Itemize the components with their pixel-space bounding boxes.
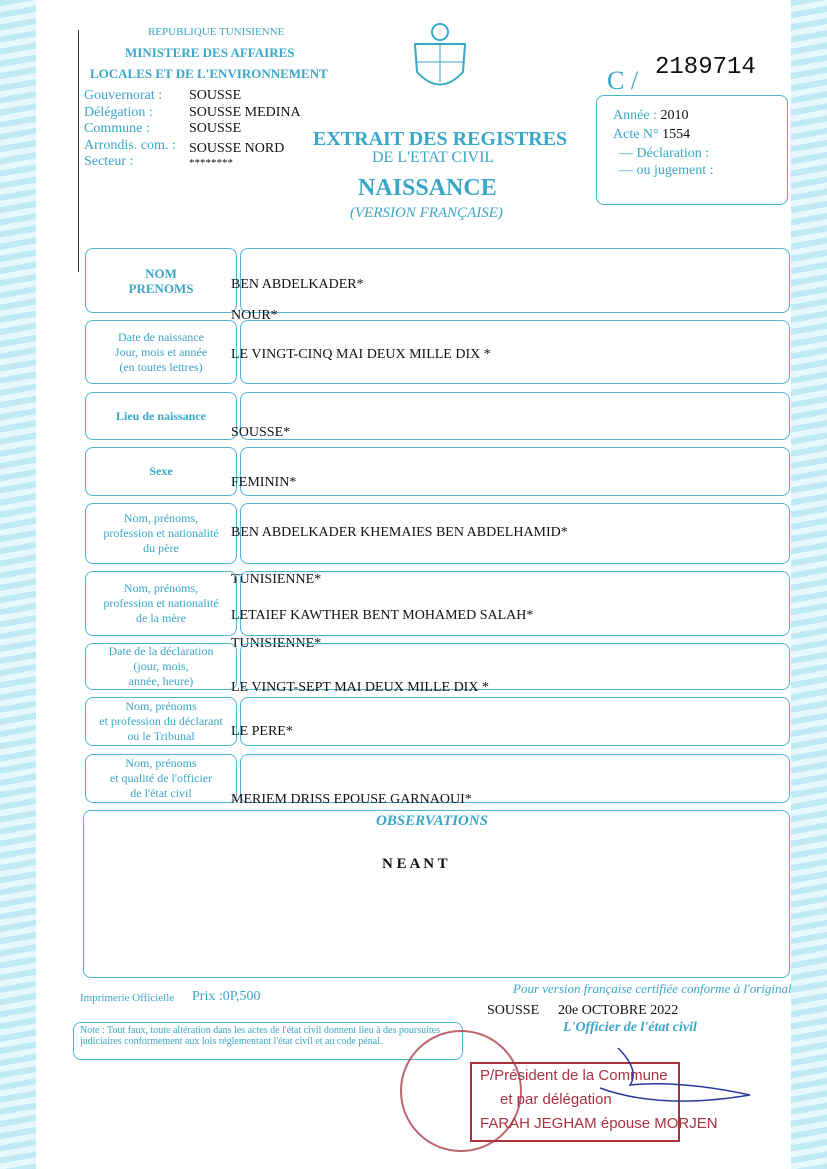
header-field-value: SOUSSE <box>189 121 242 136</box>
header-field-label: Secteur : <box>84 154 134 169</box>
row-value: LETAIEF KAWTHER BENT MOHAMED SALAH* <box>231 608 534 623</box>
security-border-left <box>0 0 36 1169</box>
row-value: TUNISIENNE* <box>231 636 322 651</box>
row-label <box>85 392 237 440</box>
judgement-label: — ou jugement : <box>619 163 714 178</box>
row-value: SOUSSE* <box>231 425 291 440</box>
row-value: BEN ABDELKADER KHEMAIES BEN ABDELHAMID* <box>231 525 568 540</box>
stamp-line: FARAH JEGHAM épouse MORJEN <box>480 1115 718 1132</box>
row-label-text: Nom, prénoms et qualité de l'officier de l'état civil <box>109 756 213 800</box>
year-label: Année : <box>613 108 657 123</box>
row-label <box>85 248 237 313</box>
row-label-text: Date de naissance Jour, mois et année (en toutes lettres) <box>114 329 208 374</box>
row-label-text: Nom, prénoms, profession et nationalité du père <box>103 511 219 555</box>
row-label-text: Sexe <box>149 464 173 478</box>
subtitle: DE L'ETAT CIVIL <box>372 149 495 166</box>
declaration-label: — Déclaration : <box>619 146 710 161</box>
version: (VERSION FRANÇAISE) <box>350 205 503 221</box>
header-field-value: SOUSSE MEDINA <box>189 104 301 120</box>
header-field-label: Commune : <box>84 121 150 136</box>
officer-title: L'Officier de l'état civil <box>563 1020 697 1035</box>
document-type: NAISSANCE <box>358 175 497 201</box>
row-label <box>85 571 237 636</box>
row-value: BEN ABDELKADER* <box>231 277 364 292</box>
header-field-label: Gouvernorat : <box>84 88 163 103</box>
legal-note: Note : Tout faux, toute altération dans les actes de l'état civil donnent lieu à des poursuites judiciaires conformement aux lois réglementant l'état civil et au code pénal. <box>73 1022 463 1060</box>
registry-box <box>596 95 788 205</box>
row-label <box>85 503 237 564</box>
row-value: LE VINGT-CINQ MAI DEUX MILLE DIX * <box>231 347 491 362</box>
row-label-text: Date de la déclaration (jour, mois, année, heure) <box>108 644 214 688</box>
signature <box>560 1040 760 1110</box>
title: EXTRAIT DES REGISTRES <box>313 128 568 150</box>
row-label <box>85 447 237 496</box>
header-field-value: SOUSSE <box>189 88 242 103</box>
row-label-text: Nom, prénoms et profession du déclarant ou le Tribunal <box>99 699 223 743</box>
act-label: Acte N° <box>613 127 659 142</box>
row-value-box <box>240 697 790 746</box>
certified: Pour version française certifiée conforme à l'original <box>513 981 792 996</box>
header-field-label: Arrondis. com. : <box>84 137 176 153</box>
divider <box>78 30 79 272</box>
row-value: LE PERE* <box>231 724 293 739</box>
row-label-text: Lieu de naissance <box>115 408 206 423</box>
row-label <box>85 320 237 384</box>
header-field-value: SOUSSE NORD <box>189 140 285 156</box>
row-label <box>85 754 237 803</box>
printer: Imprimerie Officielle <box>80 992 175 1004</box>
row-label <box>85 697 237 746</box>
row-value: FEMININ* <box>231 475 297 490</box>
place: SOUSSE <box>487 1003 540 1018</box>
header-field-label: Délégation : <box>84 104 153 120</box>
coat-of-arms-icon <box>405 22 475 97</box>
row-value: LE VINGT-SEPT MAI DEUX MILLE DIX * <box>231 680 489 695</box>
price: Prix :0P,500 <box>192 989 261 1004</box>
observations-box <box>83 810 790 978</box>
observations-value: N E A N T <box>382 856 448 872</box>
row-value: NOUR* <box>231 308 278 323</box>
ministry-line1: MINISTERE DES AFFAIRES <box>125 45 295 60</box>
row-label <box>85 643 237 690</box>
year-value: 2010 <box>660 108 689 123</box>
header-field-value: ******** <box>189 157 233 169</box>
row-value-box <box>240 392 790 440</box>
row-value: TUNISIENNE* <box>231 572 322 587</box>
stamp-line: et par délégation <box>500 1091 612 1108</box>
security-border-right <box>791 0 827 1169</box>
row-label-text: Nom, prénoms, profession et nationalité de la mère <box>103 581 219 625</box>
republic: REPUBLIQUE TUNISIENNE <box>148 26 285 38</box>
stamp-line: P/Président de la Commune <box>480 1067 668 1084</box>
act-value: 1554 <box>662 127 691 142</box>
observations-title: OBSERVATIONS <box>376 813 488 829</box>
date: 20e OCTOBRE 2022 <box>558 1003 679 1018</box>
serial-number: 2189714 <box>655 54 756 81</box>
row-label-text: NOM PRENOMS <box>128 265 194 296</box>
serial-prefix: C / <box>607 66 639 95</box>
ministry-line2: LOCALES ET DE L'ENVIRONNEMENT <box>90 66 328 81</box>
row-value-box <box>240 571 790 636</box>
row-value: MERIEM DRISS EPOUSE GARNAOUI* <box>231 792 472 807</box>
row-value-box <box>240 447 790 496</box>
